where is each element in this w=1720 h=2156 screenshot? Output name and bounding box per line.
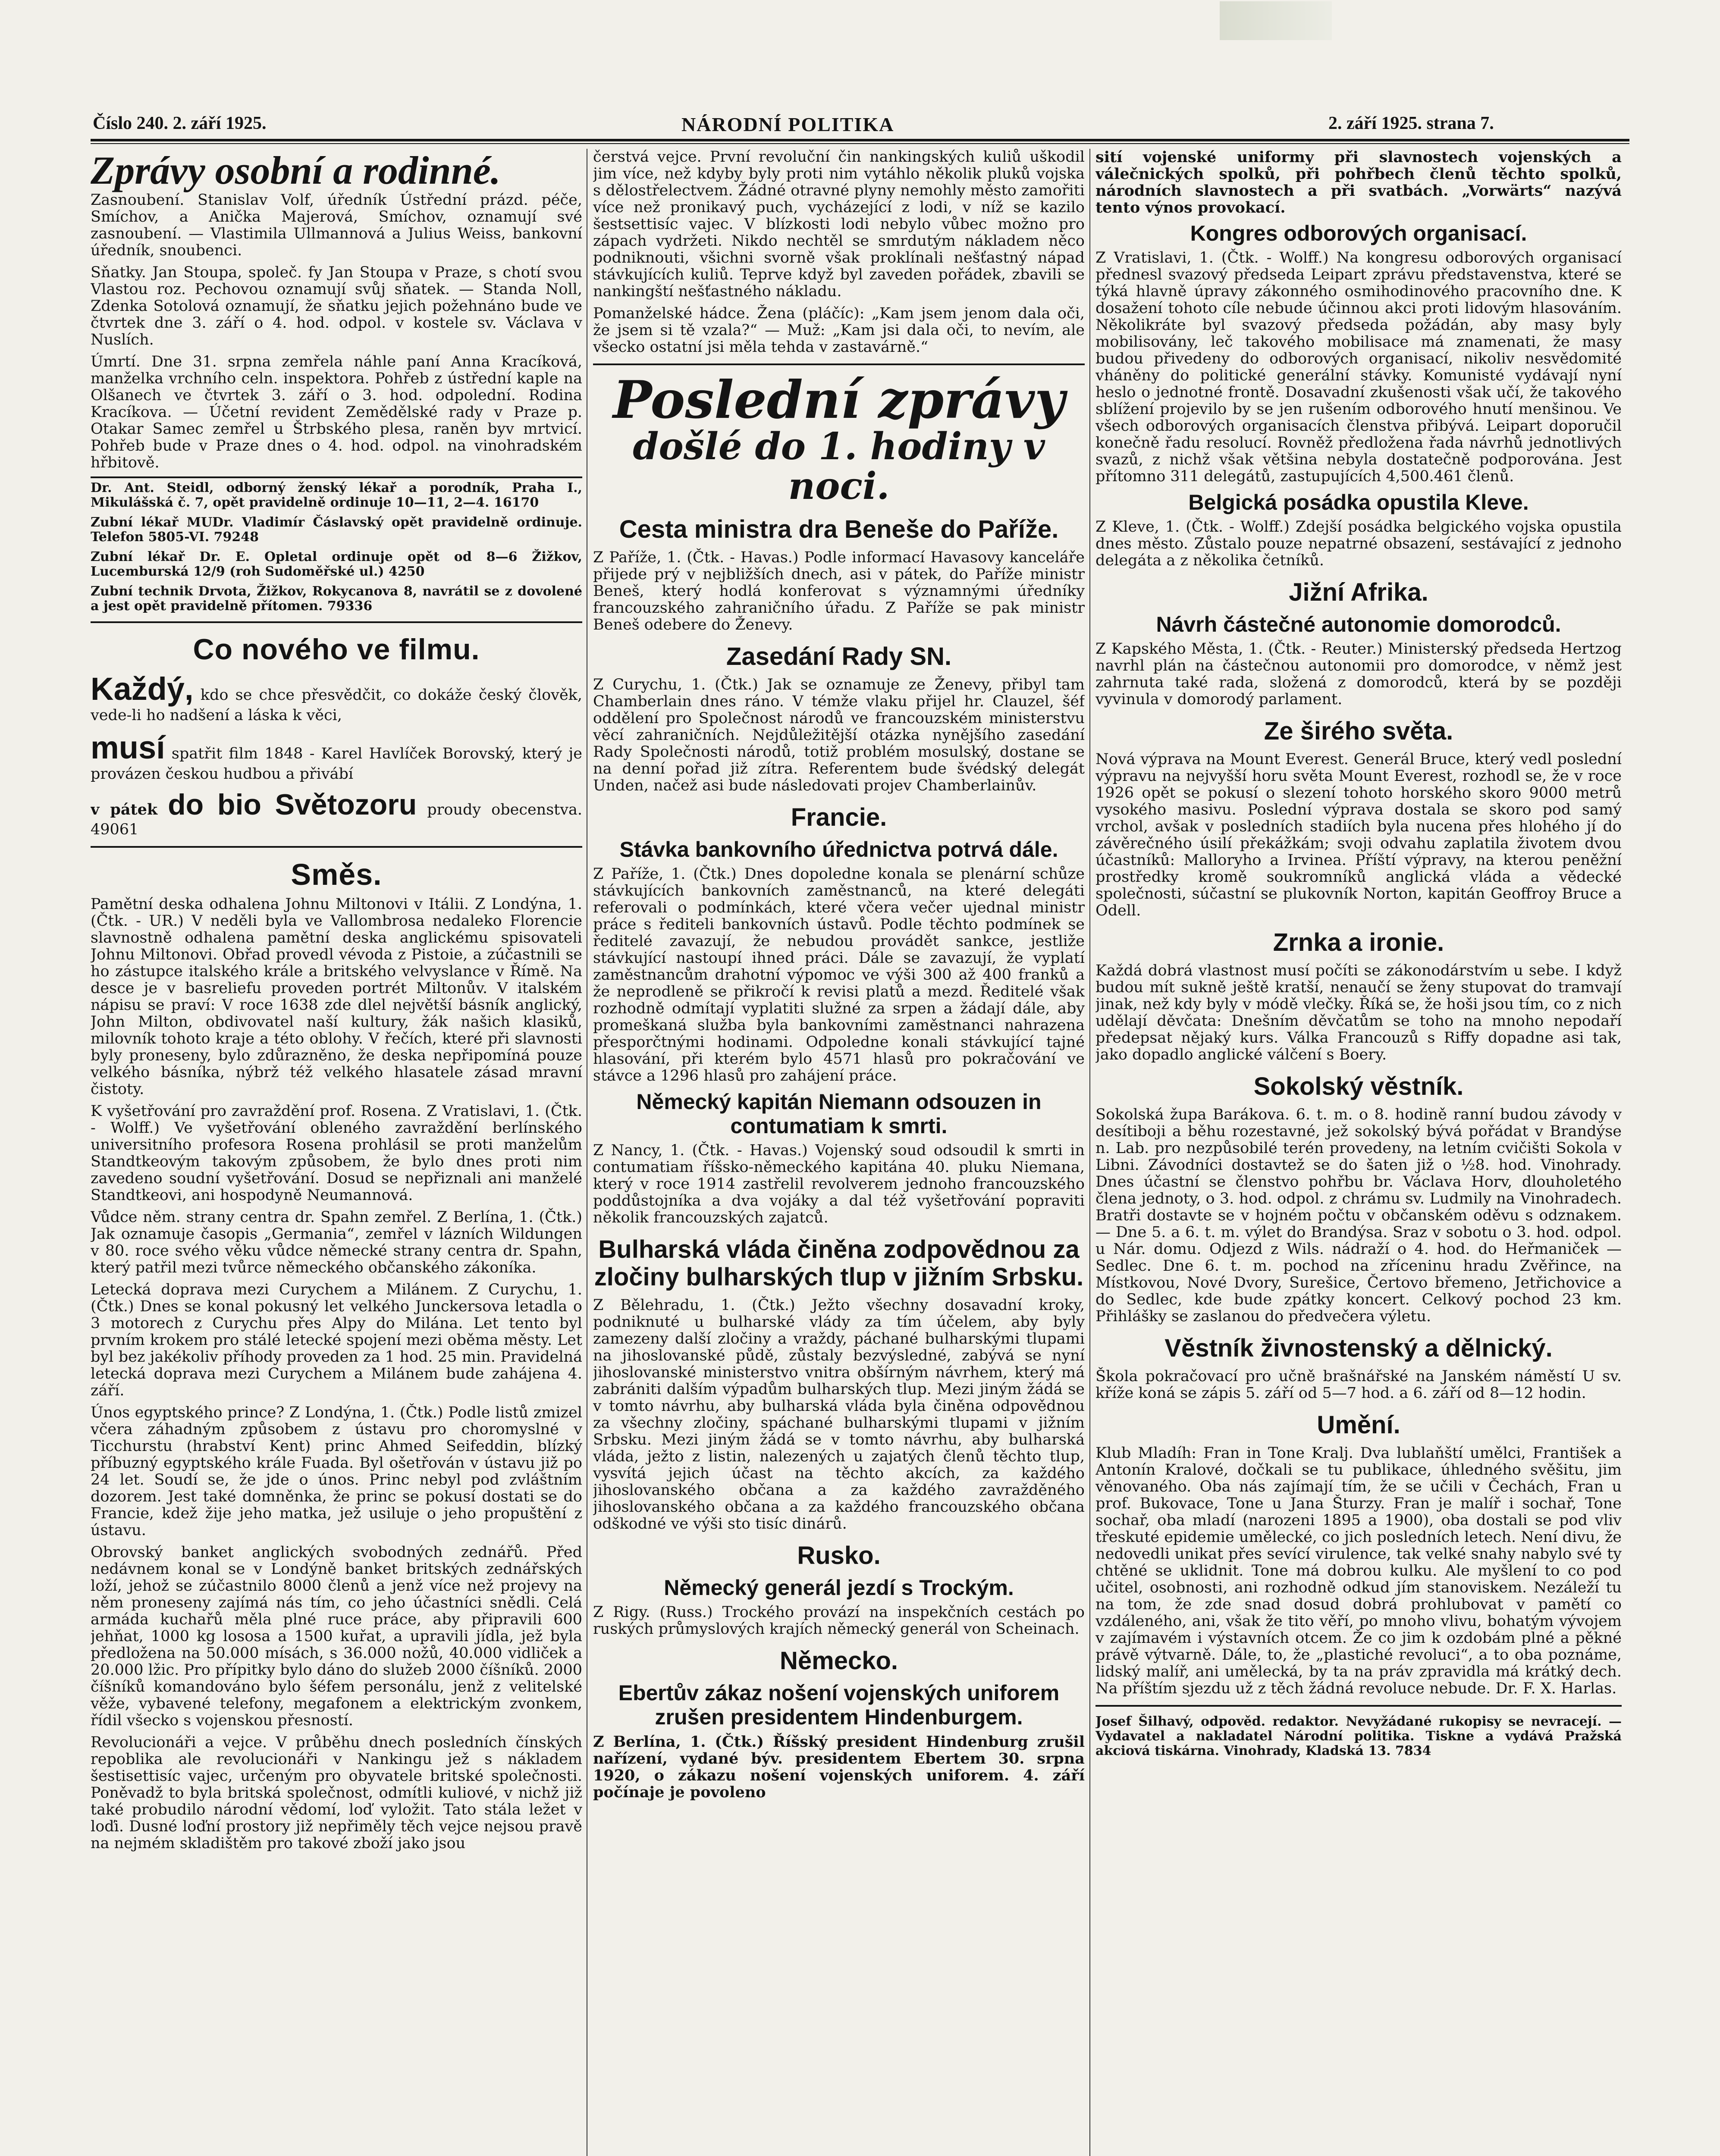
- film-ad-text: spatřit film 1848 - Karel Havlíček Borovský, který je provázen českou hudbou a přivábí: [91, 745, 582, 783]
- header-rule: [91, 139, 1629, 141]
- article: Vůdce něm. strany centra dr. Spahn zemřel. Z Berlína, 1. (Čtk.) Jak oznamuje časopis „Germania“, zemřel v lázních Wildungen v 80. roce svého věku vůdce německé strany centra dr. Spahn, který patřil mezi tvůrce německého občanského zákoníka.: [91, 1209, 582, 1276]
- cinema-name: do bio Světozoru: [168, 788, 417, 821]
- headline: Zasedání Rady SN.: [726, 642, 952, 671]
- column-3: [1095, 149, 1622, 2156]
- section-rule: [1095, 1705, 1622, 1707]
- article: Revolucionáři a vejce. V průběhu dnech posledních čínských repoblika ale revolucionáři v Nankingu jež s nákladem šestisettisíc vajec, určeným pro obyvatele britské společnosti. Poněvadž to byla britská společnost, odmítli kuliové, v nichž již také probudilo národní vědomí, loď vyložit. Tato stála ležet v loďi. Dusné loďní prostory již nepřiměly těch vejce nejsou pravě na nejmém skladištěm pro takové zboží jako jsou: [91, 1734, 582, 1852]
- article: Škola pokračovací pro učně brašnářské na Janském náměstí U sv. kříže koná se zápis 5. září od 5—7 hod. a 6. září od 8—12 hodin.: [1095, 1368, 1622, 1402]
- column-rule: [1089, 149, 1090, 2156]
- headline: Německý kapitán Niemann odsouzen in contumatiam k smrti.: [636, 1090, 1042, 1138]
- article: Z Kapského Města, 1. (Čtk. - Reuter.) Ministerský předseda Hertzog navrhl plán na částečnou autonomii pro domorodce, v němž jest zahrnuta také rada, složená z domorodců, která by se později vyvinula v domorodý parlament.: [1095, 640, 1622, 708]
- article: Z Rigy. (Russ.) Trockého provází na inspekčních cestách po ruských průmyslových krajích německý generál von Scheinach.: [593, 1604, 1085, 1638]
- headline: Sokolský věstník.: [1253, 1072, 1464, 1100]
- article: Z Berlína, 1. (Čtk.) Říšský president Hindenburg zrušil nařízení, vydané býv. presidentem Ebertem 30. srpna 1920, o zákazu nošení vojenských uniforem. 4. září počínaje je povoleno: [593, 1733, 1085, 1801]
- section-rule: [91, 846, 582, 848]
- headline: Kongres odborových organisací.: [1190, 221, 1527, 245]
- personal-news: Sňatky. Jan Stoupa, společ. fy Jan Stoupa v Praze, s chotí svou Vlastou roz. Pechovou oznamují svůj sňatek. — Standa Noll, Zdenka Sotolová oznamují, že sňatku jejich požehnáno bude ve čtvrtek dne 3. září o 4. hod. odpol. v kostele sv. Václava v Nuslích.: [91, 264, 582, 348]
- ad: Zubní technik Drvota, Žižkov, Rokycanova 8, navrátil se z dovolené a jest opět pravidelně přítomen. 79336: [91, 584, 582, 614]
- headline: Umění.: [1317, 1411, 1400, 1439]
- article: Sokolská župa Barákova. 6. t. m. o 8. hodině ranní budou závody v desítiboji a běhu rozestavné, jež sokolský bývá pořádat v Brandýse n. Lab. pro nezpůsobilé terén provedeny, na letním cvičišti Sokola v Libni. Závodníci dostavtež se do šaten již o ½8. hod. Vinohrady. Dnes účastní se členstvo pohřbu br. Václava Horv, dlouholetého člena jednoty, o 3. hod. odpol. z chrámu sv. Ludmily na Vinohradech. Bratři dostavte se v hojném počtu v občanském oděvu s odznakem. — Dne 5. a 6. t. m. výlet do Brandýsa. Sraz v sobotu o 3. hod. odpol. u Nár. domu. Odjezd z Wils. nádraží o 4. hod. do Heřmaniček — Sedlec. Dne 6. t. m. pochod na zříceninu hradu Zvěřince, na Místkovou, Nové Dvory, Surešice, Čertovo břemeno, Jetřichovice a do Sedlec, kde bude zpátky koncert. Celkový pochod 23 km. Přihlášky se zaslanou do předvečera výletu.: [1095, 1106, 1622, 1325]
- film-ad-word: v pátek: [91, 801, 158, 818]
- article: Z Nancy, 1. (Čtk. - Havas.) Vojenský soud odsoudil k smrti in contumatiam říšsko-německého kapitána 40. pluku Niemana, který v roce 1914 zastřelil revolverem jednoho francouzského poddůstojníka a dva vojáky a dal též vyšetřování popraviti několik francouzských zajatců.: [593, 1142, 1085, 1226]
- imprint: Josef Šilhavý, odpověd. redaktor. Nevyžádané rukopisy se nevracejí. — Vydavatel a nakladatel Národní politika. Tiskne a vydává Pražská akciová tiskárna. Vinohrady, Kladská 13. 7834: [1095, 1714, 1622, 1758]
- article: sití vojenské uniformy při slavnostech vojenských a válečnických spolků, při pohřbech členů těchto spolků, národních slavnostech a při svatbách. „Vorwärts“ nazývá tento výnos provokací.: [1095, 149, 1622, 216]
- header-rule-thin: [91, 143, 1629, 144]
- article: Pamětní deska odhalena Johnu Miltonovi v Itálii. Z Londýna, 1. (Čtk. - UR.) V neděli byla ve Vallombrosa nedaleko Florencie slavnostně odhalena pamětní deska anglickému spisovateli Johnu Miltonovi. Obřad provedl vévoda z Pistoie, a zúčastnili se ho zástupce italského krále a britského velvyslance v Římě. Na desce je v basreliefu proveden portrét Miltonův. V italském nápisu se praví: V roce 1638 zde dlel největší básník anglický, John Milton, obdivovatel naší kultury, žák našich klasiků, milovník tohoto kraje a této oblohy. V řečích, které při slavnosti byly proneseny, bylo zdůrazněno, že deska nepřipomíná pouze velkého básníka, nýbrž též velkého hlasatele zásad mravní čistoty.: [91, 896, 582, 1098]
- film-ad-word: musí: [91, 730, 165, 765]
- headline: Francie.: [791, 803, 887, 831]
- headline: Německo.: [779, 1647, 898, 1675]
- article: K vyšetřování pro zavraždění prof. Rosena. Z Vratislavi, 1. (Čtk. - Wolff.) Ve vyšetřování obleného zavraždění berlínského universitního profesora Rosena prohlásil se proti manželům Standtkeovým takovým způsobem, že bylo dnes proti nim zavedeno soudní vyšetřování. Dosud se nepřiznali ani manželé Standtkeovi, ani hospodyně Neumannová.: [91, 1103, 582, 1204]
- film-ad-title: Co nového ve filmu.: [193, 633, 480, 666]
- article: Z Paříže, 1. (Čtk.) Dnes dopoledne konala se plenární schůze stávkujících bankovních zaměstnanců, na které delegáti referovali o podmínkách, které včera večer ujednal ministr práce s řediteli bankovních ústavů. Podle těchto podmínek se ředitelé zavazují, že nebudou provádět sankce, jestliže stávkující nastoupí ihned práci. Dále se zavazují, že vyplatí zaměstnancům drahotní výpomoc ve výši 300 až 400 franků a že neprodleně se přikročí k revisi platů a mezd. Ředitelé však rozhodně odmítají vyplatiti služné za srpen a žádají dále, aby promeškaná služba byla bankovními zaměstnanci nahrazena přesporčtnými hodinami. Odpoledne konali stávkující tajné hlasování, při kterém bylo 4571 hlasů pro pokračování ve stávce a 1296 hlasů pro zahájení práce.: [593, 865, 1085, 1084]
- latest-news-subtitle: došlé do 1. hodiny v noci.: [633, 425, 1045, 508]
- ad: Zubní lékař Dr. E. Opletal ordinuje opět od 8—6 Žižkov, Lucemburská 12/9 (roh Sudoměřské ul.) 4250: [91, 549, 582, 579]
- film-ad-text: proudy obecenstva. 49061: [91, 801, 582, 838]
- column-1: [91, 149, 582, 2156]
- joke: Pomanželské hádce. Žena (pláčíc): „Kam jsem jenom dala oči, že jsem si tě vzala?“ — Muž: „Kam jsi dala oči, to nevím, ale všecko ostatní jsi měla tehda v zastavárně.“: [593, 305, 1085, 356]
- classified-ads: [91, 476, 582, 623]
- headline: Cesta ministra dra Beneše do Paříže.: [619, 515, 1059, 543]
- article: Letecká doprava mezi Curychem a Milánem. Z Curychu, 1. (Čtk.) Dnes se konal pokusný let velkého Junckersova letadla o 3 motorech z Curychu přes Alpy do Milána. Let tento byl prvním krokem pro stálé letecké spojení mezi oběma městy. Let byl bez jakékoliv příhody proveden za 1 hod. 25 min. Pravidelná letecká doprava mezi Curychem a Milánem bude zahájena 4. září.: [91, 1281, 582, 1399]
- masthead: NÁRODNÍ POLITIKA: [681, 113, 895, 135]
- article: Z Vratislavi, 1. (Čtk. - Wolff.) Na kongresu odborových organisací přednesl svazový předseda Leipart zprávu představenstva, které se týká hlavně úpravy zákonného osmihodinového pracovního dne. K dosažení tohoto cíle nebude účinnou akci proti lidovým hlasováním. Několikráte byl svazový předseda požádán, aby masy byly mobilisovány, leč takového mobilisace má znamenati, že masy budou přivedeny do odborových organisací, nikoliv nesvědomité vháněny do politické generální stávky. Komunisté vydávají nyní heslo o jednotné frontě. Dosavadní zkušenosti však učí, že takového sblížení projevilo by se jen rušením odborového hnutí menšinou. Ve všech odborových organisacích členstva přibývá. Leipart doporučil konečně řadu resolucí. Rovněž předložena řada návrhů jednotlivých svazů, z nichž však většina nebyla dostatečně podporována. Jest přítomno 311 delegátů, zastupujících 4,500.461 členů.: [1095, 249, 1622, 485]
- ad: Dr. Ant. Steidl, odborný ženský lékař a porodník, Praha I., Mikulášská č. 7, opět pravidelně ordinuje 10—11, 2—4. 16170: [91, 480, 582, 510]
- film-ad-text: kdo se chce přesvědčit, co dokáže český člověk, vede-li ho nadšení a láska k věci,: [91, 686, 582, 724]
- film-ad-word: Každý,: [91, 671, 194, 707]
- personal-news: Zasnoubení. Stanislav Volf, úředník Ústřední prázd. péče, Smíchov, a Anička Majerová, Smíchov, oznamují své zasnoubení. — Vlastimila Ullmannová a Julius Weiss, bankovní úředník, snoubenci.: [91, 191, 582, 259]
- headline: Věstník živnostenský a dělnický.: [1164, 1334, 1553, 1362]
- paper-tab: [1220, 1, 1332, 40]
- subheadline: Ebertův zákaz nošení vojenských uniforem zrušen presidentem Hindenburgem.: [618, 1681, 1060, 1729]
- subheadline: Návrh částečné autonomie domorodců.: [1156, 612, 1561, 636]
- headline: Ze širého světa.: [1264, 717, 1453, 745]
- article: Nová výprava na Mount Everest. Generál Bruce, který vedl poslední výpravu na nejvyšší horu světa Mount Everest, rozhodl se, že v roce 1926 opět se pokusí o slezení tohoto horského skoro 9000 metrů vysokého masivu. Poslední výprava dostala se skoro pod samý vrchol, avšak v posledních stadiích byla nucena přes hlohého jí do závěrečného úsilí překážkám; svoji odvahu zaplatila životem dvou účastníků: Malloryho a Irvinea. Příští výpravy, na kterou peněžní prostředky kromě soukromníků anglická vláda a vědecké společnosti, súčastní se plukovník Norton, kapitán Geoffroy Bruce a Odell.: [1095, 751, 1622, 919]
- section-title: Zprávy osobní a rodinné.: [91, 149, 501, 192]
- article: Z Kleve, 1. (Čtk. - Wolff.) Zdejší posádka belgického vojska opustila dnes město. Zůstalo pouze nepatrné obsazení, sestávající z jednoho delegáta a z několika četníků.: [1095, 518, 1622, 569]
- personal-news: Úmrtí. Dne 31. srpna zemřela náhle paní Anna Kracíková, manželka vrchního celn. inspektora. Pohřeb z ústřední kaple na Olšanech ve čtvrtek 3. září o 3. hod. odpolední. Rodina Kracíkova. — Účetní revident Zemědělské rady v Praze p. Otakar Samec zemřel u Štrbského plesa, raněn byv mrtvicí. Pohřeb bude v Praze dnes o 4. hod. odpol. na vinohradském hřbitově.: [91, 353, 582, 471]
- subheadline: Stávka bankovního úřednictva potrvá dále.: [619, 837, 1058, 862]
- article: Každá dobrá vlastnost musí počíti se zákonodárstvím u sebe. I když budou mít sukně ještě kratší, nenaučí se ženy stupovat do tramvají jinak, než kdy byly v módě vlečky. Říká se, že hoši jsou tím, co z nich udělají děvčata: Dnešním děvčatům se toho na mnoho nepodaří předepsat nějaký kurs. Válka Francouzů s Riffy dopadne asi tak, jako dopadlo anglické válčení s Boery.: [1095, 962, 1622, 1063]
- headline: Bulharská vláda činěna zodpovědnou za zločiny bulharských tlup v jižním Srbsku.: [594, 1235, 1084, 1291]
- page-date: 2. září 1925. strana 7.: [1328, 113, 1494, 133]
- issue-number: Číslo 240. 2. září 1925.: [93, 113, 267, 133]
- headline: Belgická posádka opustila Kleve.: [1188, 490, 1529, 514]
- column-2: [593, 149, 1085, 2156]
- article: Obrovský banket anglických svobodných zednářů. Před nedávnem konal se v Londýně banket britských zednářských loží, jehož se zúčastnilo 8000 členů a jenž více než projevy na něm proneseny zajímá nás tím, co jeho účastníci snědli. Celá armáda kuchařů měla plné ruce práce, aby připravili 600 jehňat, 1000 kg lososa a 1500 kuřat, a upravili jídla, jež byla předložena na 50.000 mísách, s 36.000 nožů, 40.000 vidliček a 20.000 lžic. Pro přípitky bylo dáno do služeb 2000 číšníků. 2000 číšníků komandováno bylo šéfem personálu, jenž z velitelské věže, vybavené telefony, megafonem a elektrickým zvonkem, řídil všecko s vojenskou přesností.: [91, 1544, 582, 1729]
- ad: Zubní lékař MUDr. Vladimír Čáslavský opět pravidelně ordinuje. Telefon 5805-VI. 79248: [91, 515, 582, 545]
- article: Z Curychu, 1. (Čtk.) Jak se oznamuje ze Ženevy, přibyl tam Chamberlain dnes ráno. V témže vlaku přijel hr. Clauzel, šéf oddělení pro Společnost národů ve francouzském ministerstvu věcí zahraničních. Nejdůležitější otázka nynějšího zasedání Rady Společnosti národů, totiž problém mosulský, dostane se na denní pořad již zítra. Referentem bude švédský delegát Unden, načež asi bude následovati projev Chamberlainův.: [593, 676, 1085, 794]
- subheadline: Německý generál jezdí s Trockým.: [664, 1576, 1014, 1600]
- section-rule: [593, 364, 1085, 365]
- article: Z Paříže, 1. (Čtk. - Havas.) Podle informací Havasovy kanceláře přijede prý v nejbližších dnech, asi v pátek, do Paříže ministr Beneš, který hodlá konferovat s významnými úředníky francouzského zahraničního úřadu. Z Paříže se pak ministr Beneš odebere do Ženevy.: [593, 549, 1085, 633]
- headline: Rusko.: [797, 1542, 881, 1570]
- article: čerstvá vejce. První revoluční čin nankingských kuliů uškodil jim více, než kdyby byly proti nim vytáhlo několik pluků vojska s dělostřelectvem. Žádné otravné plyny nemohly město zamořiti více než pronikavý puch, vycházející z lodi, v níž se kazilo šestsettisíc vajec. V blízkosti lodi nebylo vůbec možno pro zápach vydržeti. Nikdo nechtěl se smrdutým nákladem něco podniknouti, všichni svorně však proklínali nešťastný nápad stávkujících kuliů. Teprve když byl zaveden pořádek, zbavili se nankingští nešťastného nákladu.: [593, 149, 1085, 300]
- article: Klub Mladíh: Fran in Tone Kralj. Dva lublaňští umělci, František a Antonín Kralové, dočkali se tu publikace, úhledného svěšitu, jim věnovaného. Oba nás zajímají tím, že se učili v Čechách, Fran u prof. Bukovace, Tone u Jana Šturzy. Fran je malíř i sochař, Tone sochař, oba mladí (narozeni 1895 a 1900), oba dostali se pod vliv třeskuté epidemie umělecké, co jich posledních letech. Není divu, že nedovedli unikat přes sevící virulence, tak velké snahy nabylo své ty chtěné se uklidnit. Tone má dobrou kulku. Ale myšlení to co pod učitel, osobnosti, ani rozhodně odkud jím stanoviskem. Nezáleží tu na tom, že zde snad dosud dobrá prohlubovat v pamětí co vzdáleného, ani, však že tito věří, po mnoho vlivu, bohatým vývojem v zajímavém i výstavních otcem. Že co jim k ozdobám plné a pěkné právě výtvarně. Dále, to, že „plastiché revoluci“, a to oba poznáme, lidský malíř, ani umělecká, by ta na práv zpravidla má krátký dech. Na příštím sjezdu už z těch žádná revoluce nebude. Dr. F. X. Harlas.: [1095, 1445, 1622, 1697]
- section-title: Směs.: [291, 858, 382, 891]
- headline: Jižní Afrika.: [1289, 578, 1428, 606]
- latest-news-title: Poslední zprávy: [613, 370, 1065, 430]
- article: Únos egyptského prince? Z Londýna, 1. (Čtk.) Podle listů zmizel včera záhadným způsobem z ústavu pro choromyslné v Ticchurstu (hrabství Kent) princ Ahmed Seifeddin, blízký příbuzný egyptského krále Fuada. Byl ošetřován v ústavu již po 24 let. Soudí se, že jde o únos. Princ nebyl pod zvláštním dozorem. Jest také domněnka, že princ se pokusí dostati se do Francie, kdež žije jeho matka, jež usiluje o jeho propuštění z ústavu.: [91, 1404, 582, 1539]
- article: Z Bělehradu, 1. (Čtk.) Ježto všechny dosavadní kroky, podniknuté u bulharské vlády za tím účelem, aby byly zamezeny další zločiny a vraždy, páchané bulharskými tlupami na jihoslovanské půdě, zůstaly bezvýsledné, zabývá se nyní jihoslovanské ministerstvo vnitra obšírným návrhem, který má zabrániti dalším výpadům bulharských tlup. Mezi jiným žádá se v tomto návrhu, aby bulharská vláda byla činěna odpovědnou za všechny zločiny, spáchané bulharskými tlupami v jižním Srbsku. Mezi jiným žádá se v tomto návrhu, aby bulharská vláda, ježto z listin, nalezených u zajatých členů těchto tlup, vysvítá jejich účast na těchto akcích, za každého jihoslovanského občana a za každého zavražděného jihoslovanského občana a za každého francouzského občana odškodné ve výši sto tisíc dinárů.: [593, 1297, 1085, 1532]
- headline: Zrnka a ironie.: [1273, 928, 1444, 956]
